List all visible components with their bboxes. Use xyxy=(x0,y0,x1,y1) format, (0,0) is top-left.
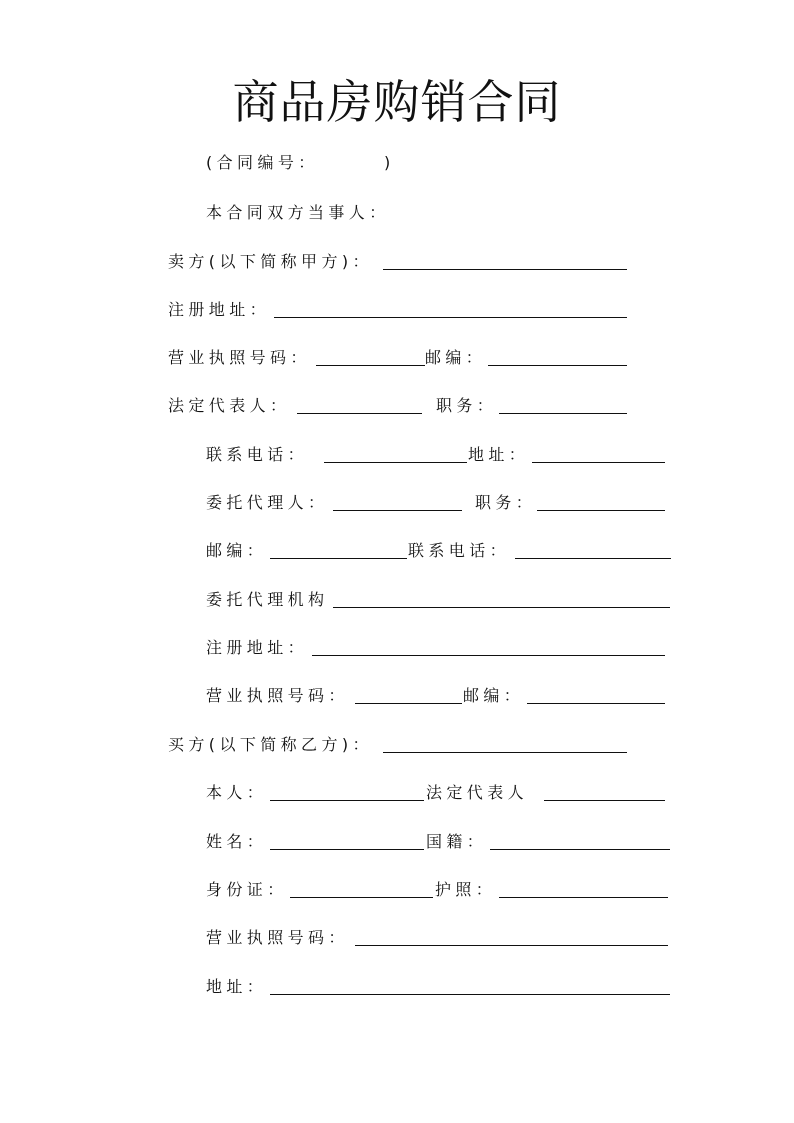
seller-address-field[interactable] xyxy=(532,462,665,463)
agency-license-label: 营业执照号码： xyxy=(206,686,349,705)
seller-postcode-label: 邮编： xyxy=(425,348,487,367)
seller-phone-row xyxy=(0,445,794,467)
buyer-address-label: 地址： xyxy=(206,977,268,996)
document-title: 商品房购销合同 xyxy=(232,75,562,129)
seller-name-field[interactable] xyxy=(383,269,627,270)
buyer-heading-row xyxy=(0,735,794,757)
contract-number-close: ) xyxy=(384,153,395,172)
seller-agent-position-field[interactable] xyxy=(537,510,665,511)
buyer-passport-label: 护照： xyxy=(435,880,497,899)
seller-address-label: 地址： xyxy=(468,445,530,464)
seller-reg-address-row xyxy=(0,300,794,322)
agency-reg-address-row xyxy=(0,638,794,660)
seller-agency-row xyxy=(0,590,794,612)
seller-agent-postcode-label: 邮编： xyxy=(206,541,268,560)
parties-intro-row xyxy=(0,203,794,225)
buyer-personal-name-field[interactable] xyxy=(270,849,424,850)
seller-phone-field[interactable] xyxy=(324,462,467,463)
seller-reg-address-label: 注册地址： xyxy=(168,300,271,319)
buyer-id-label: 身份证： xyxy=(206,880,288,899)
agency-reg-address-label: 注册地址： xyxy=(206,638,309,657)
agency-reg-address-field[interactable] xyxy=(312,655,665,656)
seller-agent-phone-label: 联系电话： xyxy=(408,541,511,560)
seller-postcode-field[interactable] xyxy=(488,365,627,366)
seller-agent-row xyxy=(0,493,794,515)
buyer-address-row xyxy=(0,977,794,999)
seller-license-row xyxy=(0,348,794,370)
buyer-legal-rep-label: 法定代表人 xyxy=(426,783,529,802)
buyer-name-label: 姓名： xyxy=(206,832,268,851)
seller-agency-field[interactable] xyxy=(333,607,670,608)
buyer-nationality-field[interactable] xyxy=(490,849,670,850)
seller-position-field[interactable] xyxy=(499,413,627,414)
buyer-name-field[interactable] xyxy=(383,752,627,753)
seller-license-field[interactable] xyxy=(316,365,425,366)
seller-agent-contact-row xyxy=(0,541,794,563)
seller-license-label: 营业执照号码： xyxy=(168,348,311,367)
buyer-legal-rep-field[interactable] xyxy=(544,800,665,801)
seller-heading-row xyxy=(0,252,794,274)
agency-license-row xyxy=(0,686,794,708)
buyer-self-field[interactable] xyxy=(270,800,424,801)
buyer-id-field[interactable] xyxy=(290,897,433,898)
seller-legal-rep-field[interactable] xyxy=(297,413,422,414)
buyer-name-row xyxy=(0,832,794,854)
seller-legal-rep-label: 法定代表人： xyxy=(168,396,291,415)
seller-heading: 卖方(以下简称甲方)： xyxy=(168,252,373,271)
buyer-passport-field[interactable] xyxy=(499,897,668,898)
seller-reg-address-field[interactable] xyxy=(274,317,627,318)
buyer-address-field[interactable] xyxy=(270,994,670,995)
buyer-self-row xyxy=(0,783,794,805)
contract-number-row xyxy=(0,153,794,175)
agency-license-field[interactable] xyxy=(355,703,462,704)
buyer-license-label: 营业执照号码： xyxy=(206,928,349,947)
buyer-nationality-label: 国籍： xyxy=(426,832,488,851)
buyer-license-row xyxy=(0,928,794,950)
seller-agency-label: 委托代理机构 xyxy=(206,590,329,609)
seller-legal-rep-row xyxy=(0,396,794,418)
seller-position-label: 职务： xyxy=(436,396,498,415)
seller-agent-label: 委托代理人： xyxy=(206,493,329,512)
seller-agent-phone-field[interactable] xyxy=(515,558,671,559)
seller-agent-position-label: 职务： xyxy=(475,493,537,512)
buyer-self-label: 本人： xyxy=(206,783,268,802)
contract-number-label: (合同编号： xyxy=(206,153,319,172)
buyer-license-field[interactable] xyxy=(355,945,668,946)
seller-phone-label: 联系电话： xyxy=(206,445,309,464)
buyer-id-row xyxy=(0,880,794,902)
agency-postcode-label: 邮编： xyxy=(463,686,525,705)
parties-intro: 本合同双方当事人： xyxy=(206,203,390,222)
seller-agent-postcode-field[interactable] xyxy=(270,558,407,559)
agency-postcode-field[interactable] xyxy=(527,703,665,704)
seller-agent-field[interactable] xyxy=(333,510,462,511)
buyer-heading: 买方(以下简称乙方)： xyxy=(168,735,373,754)
